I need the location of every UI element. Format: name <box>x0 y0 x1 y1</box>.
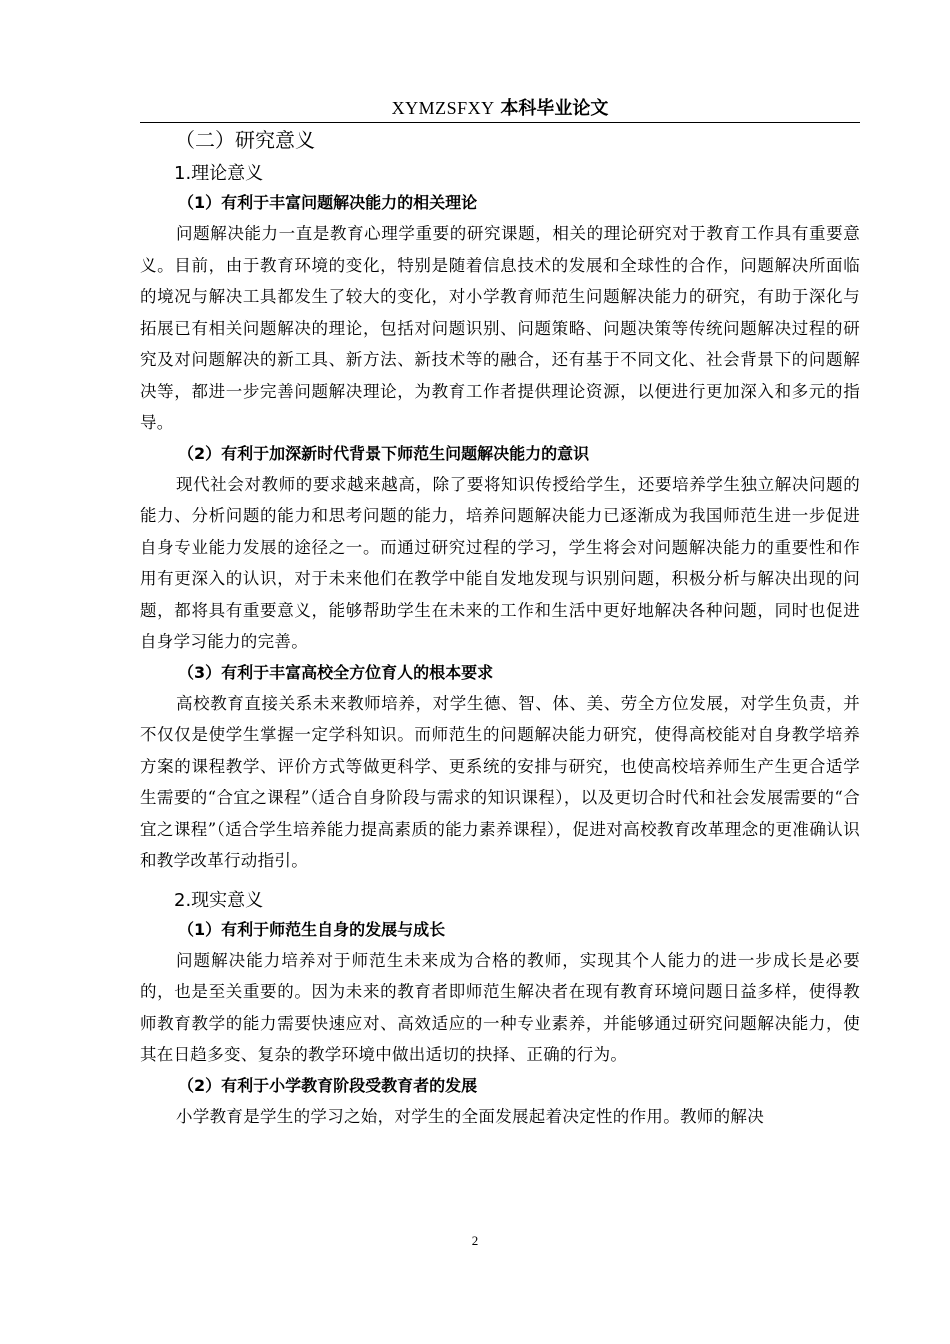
paragraph: 现代社会对教师的要求越来越高，除了要将知识传授给学生，还要培养学生独立解决问题的能力、分析问题的能力和思考问题的能力，培养问题解决能力已逐渐成为我国师范生进一步促进自身专业能力发展的途径之一。而通过研究过程的学习，学生将会对问题解决能力的重要性和作用有更深入的认识，对于未来他们在教学中能自发地发现与识别问题，积极分析与解决出现的问题，都将具有重要意义，能够帮助学生在未来的工作和生活中更好地解决各种问题，同时也促进自身学习能力的完善。 <box>140 474 860 651</box>
paragraph: 高校教育直接关系未来教师培养，对学生德、智、体、美、劳全方位发展，对学生负责，并不仅仅是使学生掌握一定学科知识。而师范生的问题解决能力研究，使得高校能对自身教学培养方案的课程教学、评价方式等做更科学、更系统的安排与研究，也使高校培养师生产生更合适学生需要的“合宜之课程”（适合自身阶段与需求的知识课程），以及更切合时代和社会发展需要的“合宜之课程”（适合学生培养能力提高素质的能力素养课程），促进对高校教育改革理念的更准确认识和教学改革行动指引。 <box>140 693 860 870</box>
header-code: XYMZSFXY <box>391 98 495 118</box>
section-title: （二）研究意义 <box>175 128 315 152</box>
subsection-title-practice: 2.现实意义 <box>174 889 264 911</box>
header-rule <box>140 122 860 123</box>
header-label: 本科毕业论文 <box>500 98 609 119</box>
paragraph: 小学教育是学生的学习之始，对学生的全面发展起着决定性的作用。教师的解决 <box>176 1106 764 1126</box>
document-body <box>140 124 860 1132</box>
item-title: （1）有利于师范生自身的发展与成长 <box>178 919 446 939</box>
page-number: 2 <box>471 1233 479 1248</box>
item-title: （2）有利于加深新时代背景下师范生问题解决能力的意识 <box>178 443 590 463</box>
item-title: （1）有利于丰富问题解决能力的相关理论 <box>178 193 478 212</box>
spacer <box>140 877 860 883</box>
page-header <box>140 96 860 121</box>
item-title: （2）有利于小学教育阶段受教育者的发展 <box>178 1075 478 1095</box>
subsection-title-theory: 1.理论意义 <box>174 163 264 184</box>
item-title: （3）有利于丰富高校全方位育人的根本要求 <box>178 662 494 682</box>
paragraph: 问题解决能力培养对于师范生未来成为合格的教师，实现其个人能力的进一步成长是必要的，也是至关重要的。因为未来的教育者即师范生解决者在现有教育环境问题日益多样，使得教师教育教学的能力需要快速应对、高效适应的一种专业素养，并能够通过研究问题解决能力，使其在日趋多变、复杂的教学环境中做出适切的抉择、正确的行为。 <box>140 950 860 1064</box>
paragraph: 问题解决能力一直是教育心理学重要的研究课题，相关的理论研究对于教育工作具有重要意义。目前，由于教育环境的变化，特别是随着信息技术的发展和全球性的合作，问题解决所面临的境况与解决工具都发生了较大的变化，对小学教育师范生问题解决能力的研究，有助于深化与拓展已有相关问题解决的理论，包括对问题识别、问题策略、问题决策等传统问题解决过程的研究及对问题解决的新工具、新方法、新技术等的融合，还有基于不同文化、社会背景下的问题解决等，都进一步完善问题解决理论，为教育工作者提供理论资源，以便进行更加深入和多元的指导。 <box>140 224 860 432</box>
